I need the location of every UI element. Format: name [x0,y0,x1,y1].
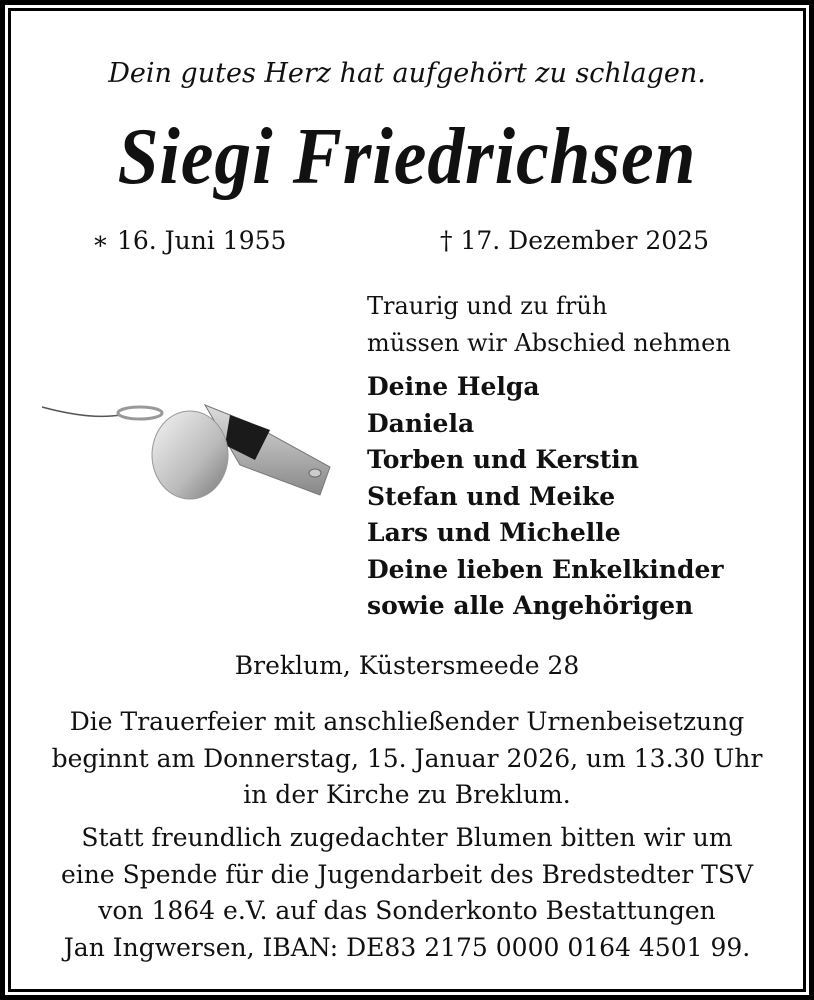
mourner: Torben und Kerstin [367,445,639,474]
mourner: Stefan und Meike [367,481,616,511]
intro-line: müssen wir Abschied nehmen [367,328,731,357]
mourner: Deine lieben Enkelkinder [367,554,724,584]
mourner: sowie alle Angehörigen [367,591,694,620]
intro-line: Traurig und zu früh [367,292,608,320]
mourner: Lars und Michelle [367,518,621,547]
donation-line: eine Spende für die Jugendarbeit des Bredstedter TSV [60,859,754,889]
deceased-name: Siegi Friedrichsen [117,113,697,201]
address: Breklum, Küstersmeede 28 [234,651,580,680]
donation-line: Statt freundlich zugedachter Blumen bitten wir um [81,823,733,852]
donation-info [0,820,814,966]
whistle-image [40,395,340,505]
birth-date: ∗ 16. Juni 1955 [92,226,287,255]
donation-line: Jan Ingwersen, IBAN: DE83 2175 0000 0164 4501 99. [63,932,751,962]
mourners-block [367,288,731,625]
motto: Dein gutes Herz hat aufgehört zu schlagen. [108,58,706,89]
death-date: † 17. Dezember 2025 [440,226,709,255]
ceremony-info [0,704,814,814]
ceremony-line: in der Kirche zu Breklum. [243,780,571,809]
ceremony-line: Die Trauerfeier mit anschließender Urnenbeisetzung [69,707,745,736]
mourner: Deine Helga [367,372,540,401]
donation-line: von 1864 e.V. auf das Sonderkonto Bestattungen [98,896,716,925]
ceremony-line: beginnt am Donnerstag, 15. Januar 2026, um 13.30 Uhr [51,743,763,773]
mourner: Daniela [367,408,475,438]
